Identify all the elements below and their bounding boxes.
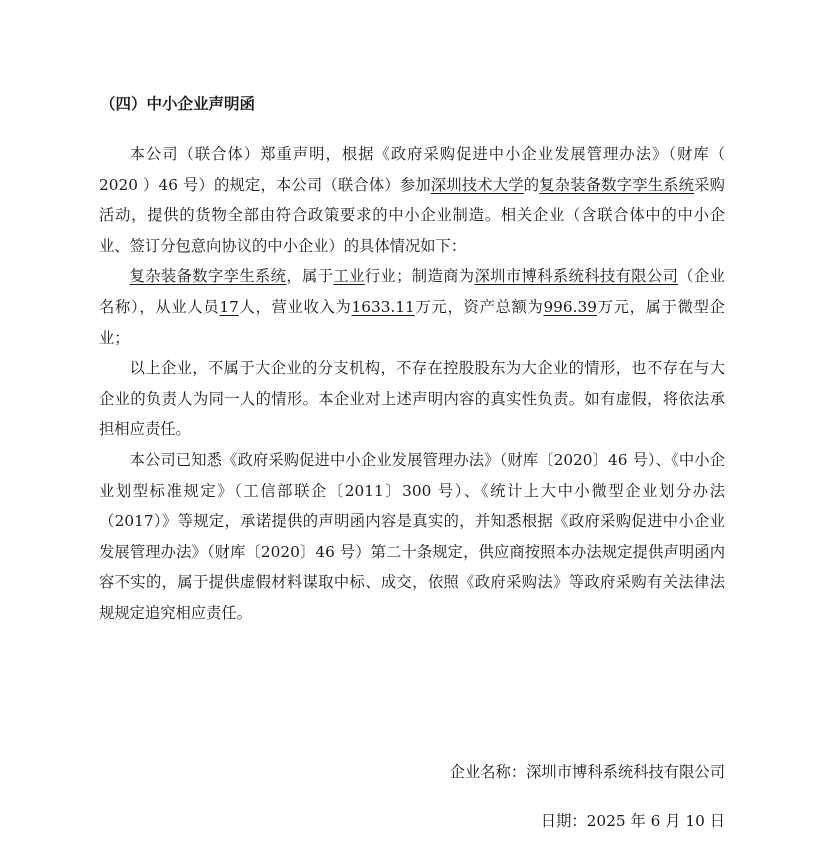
assets-value: 996.39 (543, 297, 597, 316)
p2-text-b: 行业；制造商为 (364, 267, 475, 286)
p2-text-f: 万元，属于微型企业； (99, 297, 725, 347)
p2-text-c: （企业名称），从业人员 (99, 267, 725, 316)
project-name: 复杂装备数字孪生系统 (539, 175, 695, 194)
signature-date: 日期：2025 年 6 月 10 日 (540, 812, 725, 830)
industry-name: 工业 (333, 267, 365, 286)
revenue-value: 1633.11 (351, 297, 415, 316)
p1-text-a: 本公司（联合体）郑重声明，根据《政府采购促进中小企业发展管理办法》（财库（ 2020 ）46 号）的规定，本公司（联合体）参加 (99, 145, 725, 194)
manufacturer-name: 深圳市博科系统科技有限公司 (474, 267, 679, 286)
paragraph-independence: 以上企业，不属于大企业的分支机构，不存在控股股东为大企业的情形，也不存在与大企业的负责人为同一人的情形。本企业对上述声明内容的真实性负责。如有虚假，将依法承担相应责任。 (99, 359, 725, 439)
p1-text-c: 采购活动，提供的货物全部由符合政策要求的中小企业制造。相关企业（含联合体中的中小企业、签订分包意向协议的中小企业）的具体情况如下： (99, 175, 725, 255)
paragraph-acknowledgement: 本公司已知悉《政府采购促进中小企业发展管理办法》（财库〔2020〕46 号）、《中小企业划型标准规定》（工信部联企〔2011〕300 号）、《统计上大中小微型企业划分办法（2017）》等规定，承诺提供的声明函内容是真实的，并知悉根据《政府采购促进中小企业发展管理办法》（财库〔2020〕46 号）第二十条规定，供应商按照本办法规定提供声明函内容不实的，属于提供虚假材料谋取中标、成交，依照《政府采购法》等政府采购有关法律法规规定追究相应责任。 (99, 450, 725, 622)
paragraph-enterprise-details (99, 261, 725, 353)
signature-company: 企业名称：深圳市博科系统科技有限公司 (449, 763, 725, 781)
employee-count: 17 (219, 297, 239, 316)
declaration-body (99, 139, 725, 629)
p2-text-e: 万元，资产总额为 (414, 297, 544, 316)
p2-text-a: ，属于 (286, 267, 334, 286)
p1-text-b: 的 (523, 175, 540, 194)
paragraph-declaration (99, 139, 725, 261)
product-name: 复杂装备数字孪生系统 (129, 267, 287, 286)
p2-text-d: 人，营业收入为 (238, 297, 352, 316)
buyer-name: 深圳技术大学 (430, 175, 524, 194)
document-title: （四）中小企业声明函 (100, 94, 256, 113)
